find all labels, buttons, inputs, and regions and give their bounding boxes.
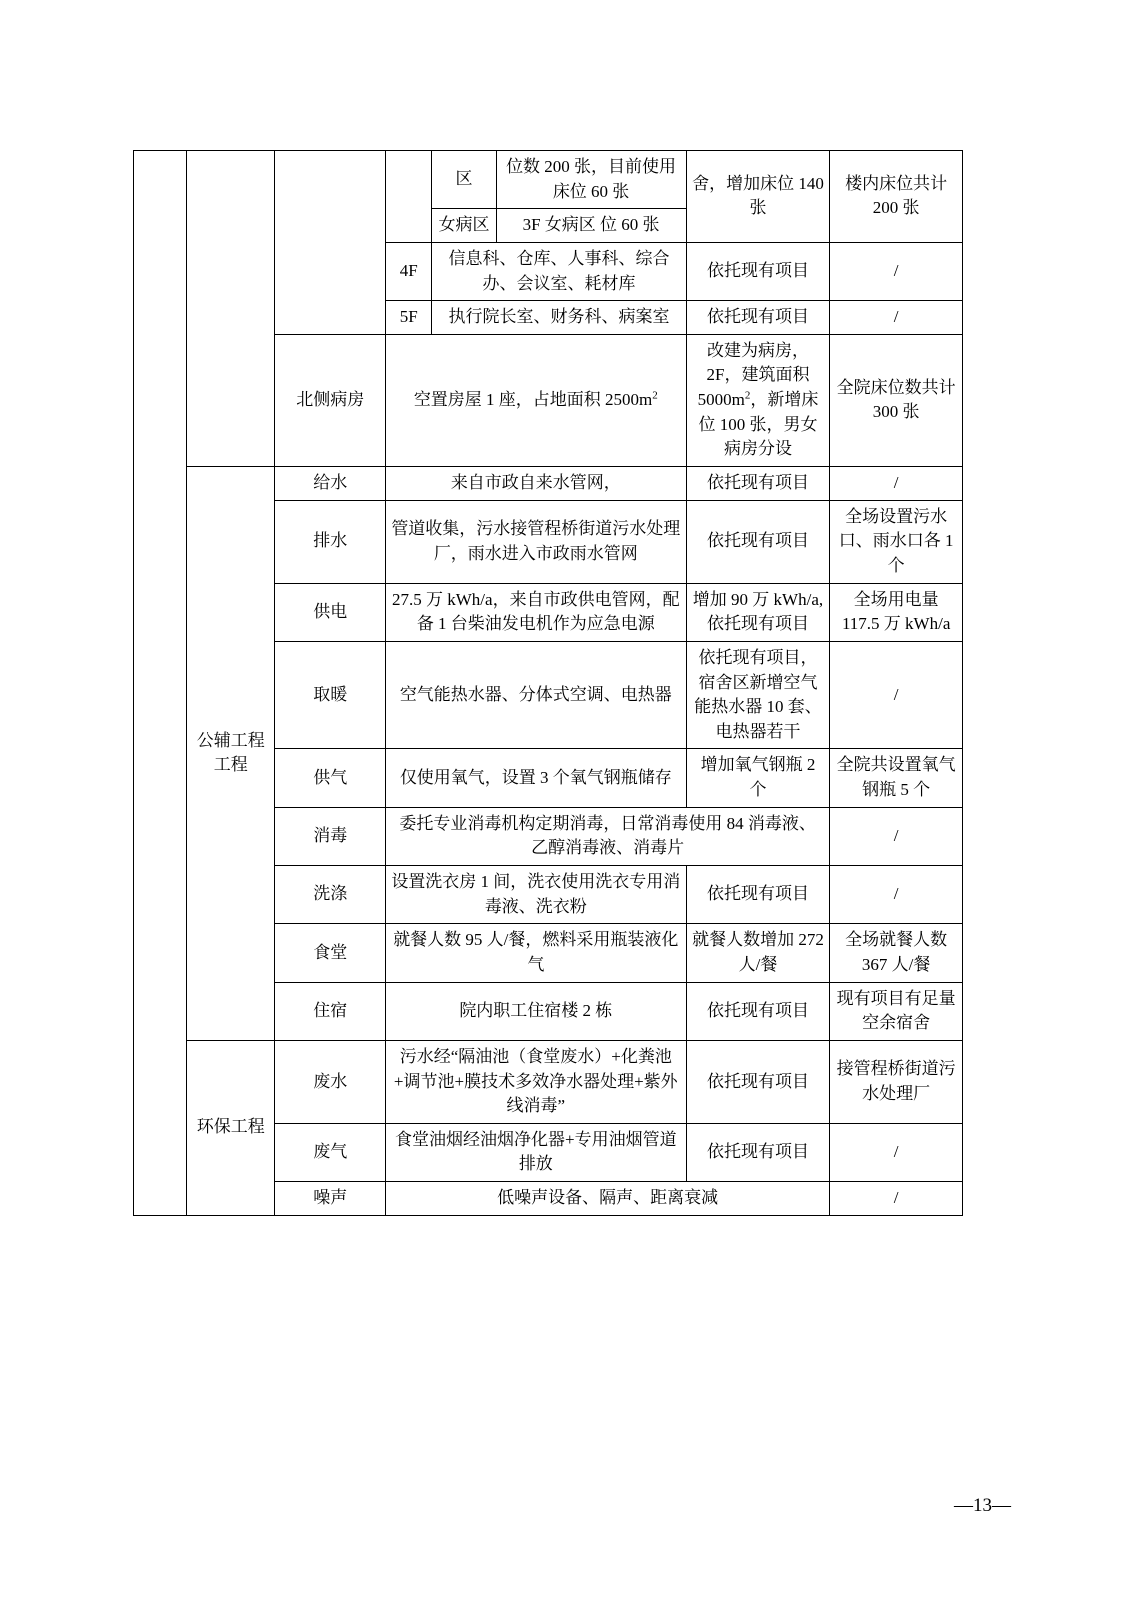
item-total: / — [830, 1123, 963, 1181]
table-row — [134, 151, 963, 209]
item-desc: 仅使用氧气，设置 3 个氧气钢瓶储存 — [386, 749, 687, 807]
item-add: 增加 90 万 kWh/a,依托现有项目 — [686, 583, 830, 641]
item-desc: 设置洗衣房 1 间，洗衣使用洗衣专用消毒液、洗衣粉 — [386, 866, 687, 924]
north-ward-desc-text: 空置房屋 1 座，占地面积 2500m — [413, 390, 653, 410]
item-add: 依托现有项目 — [686, 982, 830, 1040]
desc-cell: 信息科、仓库、人事科、综合办、会议室、耗材库 — [432, 242, 686, 300]
item-name: 废气 — [275, 1123, 386, 1181]
desc-cell: 位数 200 张，目前使用床位 60 张 — [496, 151, 686, 209]
floor-cell: 4F — [386, 242, 432, 300]
north-ward-total: 全院床位数共计 300 张 — [830, 334, 963, 466]
item-total: / — [830, 1182, 963, 1216]
item-add: 依托现有项目 — [686, 500, 830, 583]
outer-blank-cell — [134, 151, 187, 1216]
env-works-label: 环保工程 — [187, 1040, 275, 1215]
item-name: 供气 — [275, 749, 386, 807]
item-name: 消毒 — [275, 807, 386, 865]
north-ward-add-sup: 2 — [744, 389, 751, 402]
item-name: 噪声 — [275, 1182, 386, 1216]
item-desc: 食堂油烟经油烟净化器+专用油烟管道排放 — [386, 1123, 687, 1181]
table — [133, 150, 963, 1216]
item-total: 全场设置污水口、雨水口各 1 个 — [830, 500, 963, 583]
item-name: 给水 — [275, 467, 386, 501]
item-add: 依托现有项目 — [686, 1123, 830, 1181]
desc-cell: 3F 女病区 位 60 张 — [496, 209, 686, 243]
item-add: 增加氧气钢瓶 2 个 — [686, 749, 830, 807]
item-desc: 来自市政自来水管网， — [386, 467, 687, 501]
item-desc: 管道收集，污水接管程桥街道污水处理厂，雨水进入市政雨水管网 — [386, 500, 687, 583]
item-name: 废水 — [275, 1040, 386, 1123]
item-add: 依托现有项目 — [686, 467, 830, 501]
north-ward-add-text: 改建为病房，2F，建筑面积 5000m — [697, 340, 810, 410]
item-add: 依托现有项目 — [686, 1040, 830, 1123]
project-overview-table — [133, 150, 963, 1216]
north-ward-desc-sup: 2 — [652, 389, 658, 402]
item-name: 供电 — [275, 583, 386, 641]
item-total: 现有项目有足量空余宿舍 — [830, 982, 963, 1040]
total-cell: 楼内床位共计 200 张 — [830, 151, 963, 243]
zone-cell: 女病区 — [432, 209, 496, 243]
north-ward-label: 北侧病房 — [275, 334, 386, 466]
item-total: 全场就餐人数 367 人/餐 — [830, 924, 963, 982]
total-cell: / — [830, 301, 963, 335]
zone-cell: 区 — [432, 151, 496, 209]
item-add: 依托现有项目 — [686, 866, 830, 924]
item-desc: 院内职工住宿楼 2 栋 — [386, 982, 687, 1040]
item-add: 依托现有项目，宿舍区新增空气能热水器 10 套、电热器若干 — [686, 641, 830, 749]
page-number: —13— — [954, 1495, 1011, 1516]
item-add: 就餐人数增加 272 人/餐 — [686, 924, 830, 982]
table-row — [134, 1040, 963, 1123]
item-name: 食堂 — [275, 924, 386, 982]
item-desc: 污水经“隔油池（食堂废水）+化粪池+调节池+膜技术多效净水器处理+紫外线消毒” — [386, 1040, 687, 1123]
item-desc: 27.5 万 kWh/a，来自市政供电管网，配备 1 台柴油发电机作为应急电源 — [386, 583, 687, 641]
item-total: 接管程桥街道污水处理厂 — [830, 1040, 963, 1123]
north-ward-add-tail: ，新增床位 100 张，男女病房分设 — [698, 390, 819, 459]
item-desc: 低噪声设备、隔声、距离衰减 — [386, 1182, 830, 1216]
item-total: / — [830, 866, 963, 924]
item-name: 住宿 — [275, 982, 386, 1040]
item-desc: 委托专业消毒机构定期消毒，日常消毒使用 84 消毒液、乙醇消毒液、消毒片 — [386, 807, 830, 865]
item-total: / — [830, 807, 963, 865]
add-cell: 舍，增加床位 140 张 — [686, 151, 830, 243]
floor-cell: 5F — [386, 301, 432, 335]
desc-cell: 执行院长室、财务科、病案室 — [432, 301, 686, 335]
north-ward-desc — [386, 334, 687, 466]
table-row — [134, 467, 963, 501]
item-name: 取暖 — [275, 641, 386, 749]
item-total: 全场用电量 117.5 万 kWh/a — [830, 583, 963, 641]
item-total: / — [830, 467, 963, 501]
floor-blank-cell — [386, 151, 432, 243]
total-cell: / — [830, 242, 963, 300]
add-cell: 依托现有项目 — [686, 242, 830, 300]
item-desc: 就餐人数 95 人/餐，燃料采用瓶装液化气 — [386, 924, 687, 982]
category-blank-cell — [187, 151, 275, 467]
item-name: 洗涤 — [275, 866, 386, 924]
add-cell: 依托现有项目 — [686, 301, 830, 335]
north-ward-add — [686, 334, 830, 466]
subcategory-blank-cell — [275, 151, 386, 335]
public-works-label: 公辅工程工程 — [187, 467, 275, 1041]
item-total: 全院共设置氧气钢瓶 5 个 — [830, 749, 963, 807]
item-name: 排水 — [275, 500, 386, 583]
item-desc: 空气能热水器、分体式空调、电热器 — [386, 641, 687, 749]
item-total: / — [830, 641, 963, 749]
